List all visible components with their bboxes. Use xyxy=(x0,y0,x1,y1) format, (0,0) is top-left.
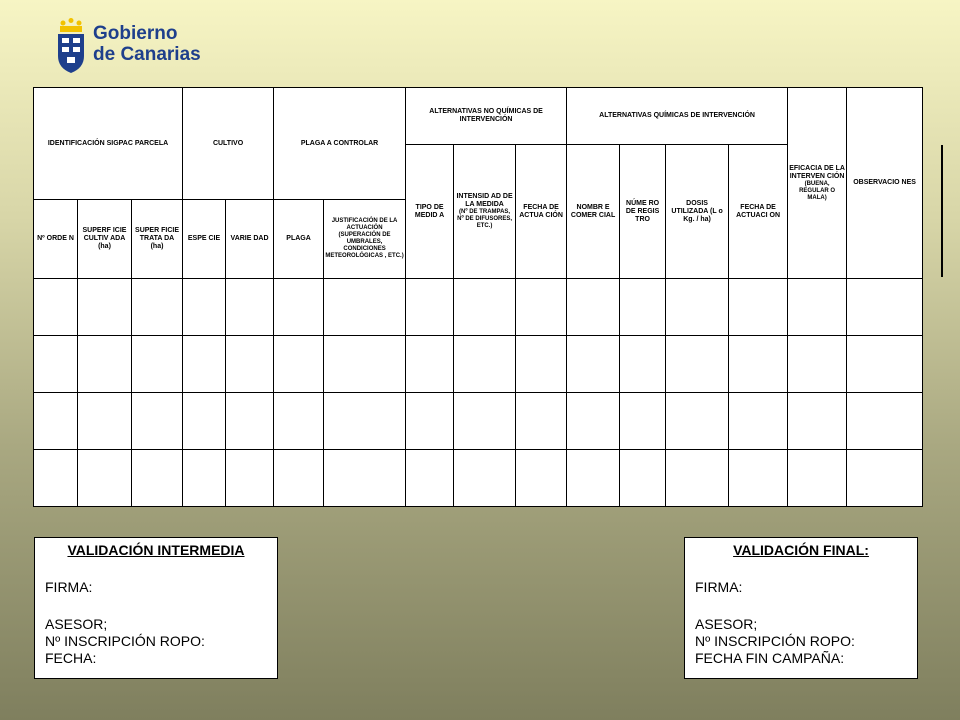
table-cell[interactable] xyxy=(620,279,666,336)
logo-line-1: Gobierno xyxy=(93,23,178,44)
table-cell[interactable] xyxy=(132,336,183,393)
table-cell[interactable] xyxy=(78,279,132,336)
table-row xyxy=(34,393,923,450)
table-cell[interactable] xyxy=(324,336,406,393)
header-especie: ESPE CIE xyxy=(183,200,226,279)
table-cell[interactable] xyxy=(666,450,729,507)
header-variedad: VARIE DAD xyxy=(226,200,274,279)
intervention-table xyxy=(33,87,923,507)
table-cell[interactable] xyxy=(274,336,324,393)
inscripcion-label: Nº INSCRIPCIÓN ROPO: xyxy=(45,633,205,649)
table-cell[interactable] xyxy=(454,450,516,507)
table-cell[interactable] xyxy=(78,393,132,450)
table-cell[interactable] xyxy=(788,336,847,393)
table-cell[interactable] xyxy=(34,393,78,450)
table-cell[interactable] xyxy=(516,279,567,336)
table-cell[interactable] xyxy=(183,279,226,336)
table-cell[interactable] xyxy=(34,336,78,393)
table-cell[interactable] xyxy=(788,279,847,336)
table-cell[interactable] xyxy=(516,336,567,393)
table-cell[interactable] xyxy=(406,336,454,393)
table-cell[interactable] xyxy=(78,450,132,507)
table-cell[interactable] xyxy=(454,336,516,393)
table-cell[interactable] xyxy=(454,393,516,450)
header-plaga: PLAGA xyxy=(274,200,324,279)
table-cell[interactable] xyxy=(324,279,406,336)
table-cell[interactable] xyxy=(274,450,324,507)
table-cell[interactable] xyxy=(567,336,620,393)
header-alternativas-no-quimicas: ALTERNATIVAS NO QUÍMICAS DE INTERVENCIÓN xyxy=(406,88,567,145)
table-cell[interactable] xyxy=(516,393,567,450)
table-cell[interactable] xyxy=(406,450,454,507)
table-cell[interactable] xyxy=(666,393,729,450)
table-cell[interactable] xyxy=(567,393,620,450)
table-cell[interactable] xyxy=(132,279,183,336)
validacion-intermedia-title: VALIDACIÓN INTERMEDIA xyxy=(67,542,245,558)
eficacia-sub: (BUENA, REGULAR O MALA) xyxy=(799,180,836,201)
table-cell[interactable] xyxy=(226,393,274,450)
table-cell[interactable] xyxy=(226,336,274,393)
header-intensidad xyxy=(454,145,516,279)
table-cell[interactable] xyxy=(516,450,567,507)
header-tipo-medida: TIPO DE MEDID A xyxy=(406,145,454,279)
header-fecha-actuacion-q: FECHA DE ACTUACI ON xyxy=(729,145,788,279)
table-cell[interactable] xyxy=(729,336,788,393)
asesor-label: ASESOR; xyxy=(695,616,758,632)
table-cell[interactable] xyxy=(132,393,183,450)
table-cell[interactable] xyxy=(226,450,274,507)
table-cell[interactable] xyxy=(454,279,516,336)
table-cell[interactable] xyxy=(620,450,666,507)
header-superficie-tratada: SUPER FICIE TRATA DA (ha) xyxy=(132,200,183,279)
firma-label: FIRMA: xyxy=(45,579,93,595)
crown-icon xyxy=(60,18,82,32)
table-cell[interactable] xyxy=(183,336,226,393)
table-cell[interactable] xyxy=(620,336,666,393)
fecha-label: FECHA: xyxy=(45,650,97,666)
table-row xyxy=(34,279,923,336)
table-cell[interactable] xyxy=(847,279,923,336)
logo-text xyxy=(93,23,201,65)
table-cell[interactable] xyxy=(729,279,788,336)
table-cell[interactable] xyxy=(729,393,788,450)
logo-line-2: de Canarias xyxy=(93,44,201,65)
intensidad-sub: (Nº DE TRAMPAS, Nº DE DIFUSORES, ETC.) xyxy=(457,209,512,229)
intensidad-label: INTENSID AD DE LA MEDIDA xyxy=(456,193,513,208)
firma-label: FIRMA: xyxy=(695,579,743,595)
header-plaga-controlar: PLAGA A CONTROLAR xyxy=(274,88,406,200)
header-nombre-comercial: NOMBR E COMER CIAL xyxy=(567,145,620,279)
header-fecha-actuacion-nq: FECHA DE ACTUA CIÓN xyxy=(516,145,567,279)
table-row xyxy=(34,336,923,393)
table-cell[interactable] xyxy=(847,450,923,507)
inscripcion-label: Nº INSCRIPCIÓN ROPO: xyxy=(695,633,855,649)
table-cell[interactable] xyxy=(406,393,454,450)
validacion-intermedia-box xyxy=(34,537,278,679)
header-cultivo: CULTIVO xyxy=(183,88,274,200)
eficacia-label: EFICACIA DE LA INTERVEN CIÓN xyxy=(789,164,845,180)
header-numero-registro: NÚME RO DE REGIS TRO xyxy=(620,145,666,279)
header-n-orden: Nº ORDE N xyxy=(34,200,78,279)
margin-line xyxy=(941,145,943,277)
table-cell[interactable] xyxy=(34,450,78,507)
header-justificacion xyxy=(324,200,406,279)
table-cell[interactable] xyxy=(620,393,666,450)
asesor-label: ASESOR; xyxy=(45,616,108,632)
header-observaciones: OBSERVACIO NES xyxy=(847,88,923,279)
table-cell[interactable] xyxy=(729,450,788,507)
table-cell[interactable] xyxy=(324,450,406,507)
table-cell[interactable] xyxy=(226,279,274,336)
validacion-final-box xyxy=(684,537,918,679)
header-alternativas-quimicas: ALTERNATIVAS QUÍMICAS DE INTERVENCIÓN xyxy=(567,88,788,145)
header-superficie-cultivada: SUPERF ICIE CULTIV ADA (ha) xyxy=(78,200,132,279)
fecha-fin-campana-label: FECHA FIN CAMPAÑA: xyxy=(695,650,845,666)
table-cell[interactable] xyxy=(666,336,729,393)
table-cell[interactable] xyxy=(274,279,324,336)
table-cell[interactable] xyxy=(788,450,847,507)
table-cell[interactable] xyxy=(567,279,620,336)
table-cell[interactable] xyxy=(406,279,454,336)
table-cell[interactable] xyxy=(274,393,324,450)
header-dosis: DOSIS UTILIZADA (L o Kg. / ha) xyxy=(666,145,729,279)
header-eficacia xyxy=(788,88,847,279)
table-cell[interactable] xyxy=(567,450,620,507)
validacion-final-title: VALIDACIÓN FINAL: xyxy=(733,542,869,558)
table-cell[interactable] xyxy=(666,279,729,336)
justificacion-sub: (SUPERACIÓN DE UMBRALES, CONDICIONES METEOROLÓGICAS , ETC.) xyxy=(325,232,404,259)
table-cell[interactable] xyxy=(183,450,226,507)
justificacion-label: JUSTIFICACIÓN DE LA ACTUACIÓN xyxy=(331,218,398,231)
table-cell[interactable] xyxy=(132,450,183,507)
header-identificacion: IDENTIFICACIÓN SIGPAC PARCELA xyxy=(34,88,183,200)
table-cell[interactable] xyxy=(788,393,847,450)
table-cell[interactable] xyxy=(34,279,78,336)
shield-icon xyxy=(58,34,84,73)
table-cell[interactable] xyxy=(183,393,226,450)
table-cell[interactable] xyxy=(847,336,923,393)
table-cell[interactable] xyxy=(78,336,132,393)
table-cell[interactable] xyxy=(847,393,923,450)
table-cell[interactable] xyxy=(324,393,406,450)
table-row xyxy=(34,450,923,507)
